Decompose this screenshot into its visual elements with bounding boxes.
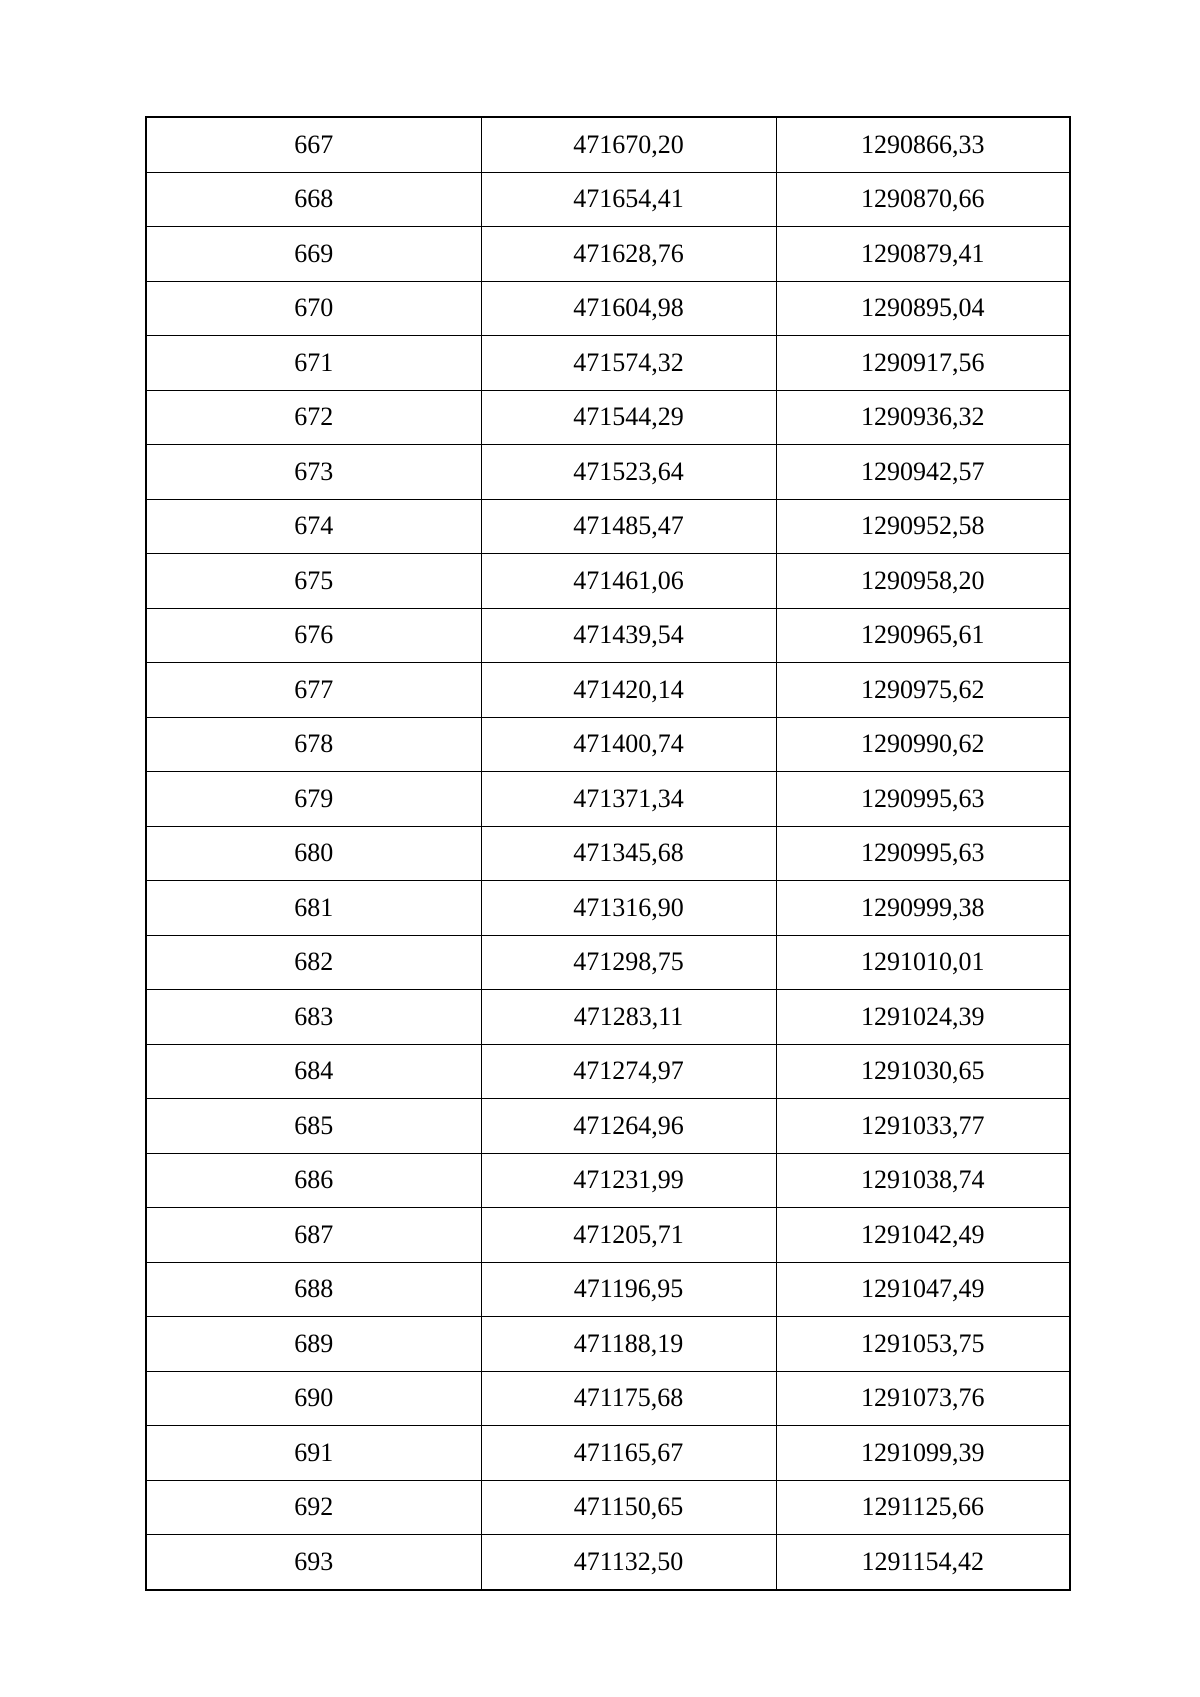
- table-row: [146, 1044, 1070, 1099]
- point-number-cell: 691: [146, 1426, 481, 1481]
- y-coordinate-cell: 1291125,66: [776, 1480, 1070, 1535]
- x-coordinate-cell: 471461,06: [481, 554, 776, 609]
- table-row: [146, 390, 1070, 445]
- x-coordinate-cell: 471316,90: [481, 881, 776, 936]
- x-coordinate-cell: 471628,76: [481, 227, 776, 282]
- table-row: [146, 281, 1070, 336]
- x-coordinate-cell: 471150,65: [481, 1480, 776, 1535]
- y-coordinate-cell: 1291042,49: [776, 1208, 1070, 1263]
- x-coordinate-cell: 471165,67: [481, 1426, 776, 1481]
- y-coordinate-cell: 1290952,58: [776, 499, 1070, 554]
- point-number-cell: 689: [146, 1317, 481, 1372]
- coordinates-table-body: [146, 117, 1070, 1590]
- y-coordinate-cell: 1290870,66: [776, 172, 1070, 227]
- point-number-cell: 673: [146, 445, 481, 500]
- point-number-cell: 693: [146, 1535, 481, 1590]
- x-coordinate-cell: 471604,98: [481, 281, 776, 336]
- y-coordinate-cell: 1290990,62: [776, 717, 1070, 772]
- table-row: [146, 1480, 1070, 1535]
- point-number-cell: 668: [146, 172, 481, 227]
- point-number-cell: 686: [146, 1153, 481, 1208]
- point-number-cell: 692: [146, 1480, 481, 1535]
- table-row: [146, 1153, 1070, 1208]
- point-number-cell: 670: [146, 281, 481, 336]
- point-number-cell: 683: [146, 990, 481, 1045]
- table-row: [146, 663, 1070, 718]
- x-coordinate-cell: 471420,14: [481, 663, 776, 718]
- table-row: [146, 445, 1070, 500]
- point-number-cell: 674: [146, 499, 481, 554]
- x-coordinate-cell: 471371,34: [481, 772, 776, 827]
- y-coordinate-cell: 1290995,63: [776, 772, 1070, 827]
- x-coordinate-cell: 471544,29: [481, 390, 776, 445]
- table-row: [146, 1317, 1070, 1372]
- point-number-cell: 690: [146, 1371, 481, 1426]
- point-number-cell: 681: [146, 881, 481, 936]
- y-coordinate-cell: 1290866,33: [776, 117, 1070, 172]
- point-number-cell: 687: [146, 1208, 481, 1263]
- x-coordinate-cell: 471274,97: [481, 1044, 776, 1099]
- point-number-cell: 667: [146, 117, 481, 172]
- y-coordinate-cell: 1290958,20: [776, 554, 1070, 609]
- x-coordinate-cell: 471205,71: [481, 1208, 776, 1263]
- x-coordinate-cell: 471654,41: [481, 172, 776, 227]
- y-coordinate-cell: 1291099,39: [776, 1426, 1070, 1481]
- table-row: [146, 826, 1070, 881]
- y-coordinate-cell: 1290895,04: [776, 281, 1070, 336]
- y-coordinate-cell: 1291030,65: [776, 1044, 1070, 1099]
- x-coordinate-cell: 471574,32: [481, 336, 776, 391]
- y-coordinate-cell: 1291024,39: [776, 990, 1070, 1045]
- point-number-cell: 680: [146, 826, 481, 881]
- x-coordinate-cell: 471132,50: [481, 1535, 776, 1590]
- point-number-cell: 678: [146, 717, 481, 772]
- y-coordinate-cell: 1290917,56: [776, 336, 1070, 391]
- table-row: [146, 227, 1070, 282]
- table-row: [146, 935, 1070, 990]
- y-coordinate-cell: 1290942,57: [776, 445, 1070, 500]
- y-coordinate-cell: 1291010,01: [776, 935, 1070, 990]
- point-number-cell: 672: [146, 390, 481, 445]
- table-row: [146, 1426, 1070, 1481]
- table-row: [146, 990, 1070, 1045]
- point-number-cell: 684: [146, 1044, 481, 1099]
- point-number-cell: 671: [146, 336, 481, 391]
- y-coordinate-cell: 1290995,63: [776, 826, 1070, 881]
- x-coordinate-cell: 471670,20: [481, 117, 776, 172]
- y-coordinate-cell: 1290879,41: [776, 227, 1070, 282]
- table-row: [146, 1535, 1070, 1590]
- table-row: [146, 336, 1070, 391]
- table-row: [146, 1208, 1070, 1263]
- point-number-cell: 679: [146, 772, 481, 827]
- table-row: [146, 117, 1070, 172]
- table-row: [146, 1371, 1070, 1426]
- x-coordinate-cell: 471231,99: [481, 1153, 776, 1208]
- point-number-cell: 676: [146, 608, 481, 663]
- table-row: [146, 1099, 1070, 1154]
- y-coordinate-cell: 1291047,49: [776, 1262, 1070, 1317]
- y-coordinate-cell: 1291073,76: [776, 1371, 1070, 1426]
- x-coordinate-cell: 471400,74: [481, 717, 776, 772]
- table-row: [146, 554, 1070, 609]
- x-coordinate-cell: 471196,95: [481, 1262, 776, 1317]
- point-number-cell: 675: [146, 554, 481, 609]
- x-coordinate-cell: 471175,68: [481, 1371, 776, 1426]
- table-row: [146, 608, 1070, 663]
- x-coordinate-cell: 471188,19: [481, 1317, 776, 1372]
- point-number-cell: 677: [146, 663, 481, 718]
- table-row: [146, 172, 1070, 227]
- x-coordinate-cell: 471345,68: [481, 826, 776, 881]
- x-coordinate-cell: 471283,11: [481, 990, 776, 1045]
- table-row: [146, 717, 1070, 772]
- y-coordinate-cell: 1290936,32: [776, 390, 1070, 445]
- x-coordinate-cell: 471439,54: [481, 608, 776, 663]
- y-coordinate-cell: 1290965,61: [776, 608, 1070, 663]
- y-coordinate-cell: 1290975,62: [776, 663, 1070, 718]
- x-coordinate-cell: 471485,47: [481, 499, 776, 554]
- point-number-cell: 688: [146, 1262, 481, 1317]
- y-coordinate-cell: 1291038,74: [776, 1153, 1070, 1208]
- point-number-cell: 685: [146, 1099, 481, 1154]
- table-row: [146, 881, 1070, 936]
- table-row: [146, 1262, 1070, 1317]
- y-coordinate-cell: 1291154,42: [776, 1535, 1070, 1590]
- x-coordinate-cell: 471523,64: [481, 445, 776, 500]
- y-coordinate-cell: 1290999,38: [776, 881, 1070, 936]
- y-coordinate-cell: 1291053,75: [776, 1317, 1070, 1372]
- coordinates-table: [145, 116, 1071, 1591]
- table-row: [146, 499, 1070, 554]
- table-row: [146, 772, 1070, 827]
- point-number-cell: 682: [146, 935, 481, 990]
- x-coordinate-cell: 471298,75: [481, 935, 776, 990]
- point-number-cell: 669: [146, 227, 481, 282]
- y-coordinate-cell: 1291033,77: [776, 1099, 1070, 1154]
- x-coordinate-cell: 471264,96: [481, 1099, 776, 1154]
